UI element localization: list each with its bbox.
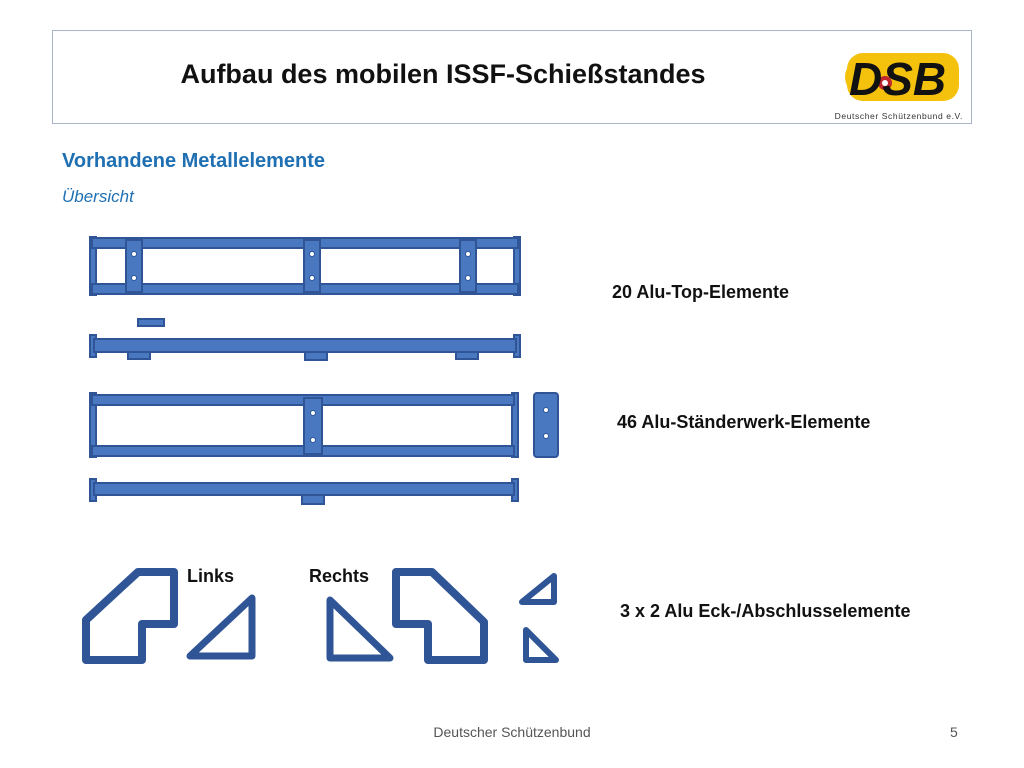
abschluss-small-bottom xyxy=(526,630,556,660)
logo-lettering: DSB xyxy=(849,53,947,105)
slide-title: Aufbau des mobilen ISSF-Schießstandes xyxy=(180,59,706,89)
alu-staender-end-piece xyxy=(534,393,558,457)
label-staender-elements: 46 Alu-Ständerwerk-Elemente xyxy=(617,412,871,432)
label-top-elements: 20 Alu-Top-Elemente xyxy=(612,282,790,302)
label-eck-elements: 3 x 2 Alu Eck-/Abschlusselemente xyxy=(620,601,911,621)
logo-subtitle: Deutscher Schützenbund e.V. xyxy=(834,111,963,121)
eck-links-large xyxy=(86,572,174,660)
section-title: Vorhandene Metallelemente xyxy=(62,150,326,172)
footer-text: Deutscher Schützenbund xyxy=(433,724,591,740)
eck-rechts-large xyxy=(396,572,484,660)
alu-top-frame xyxy=(90,237,520,295)
abschluss-small-top xyxy=(522,576,554,602)
small-bracket xyxy=(138,319,164,326)
label-rechts: Rechts xyxy=(309,566,370,586)
eck-links-triangle xyxy=(190,598,252,656)
page-number: 5 xyxy=(950,724,958,740)
label-links: Links xyxy=(187,566,235,586)
section-subtitle: Übersicht xyxy=(62,187,134,206)
eck-rechts-triangle xyxy=(330,600,390,658)
alu-staender-rail xyxy=(90,479,518,504)
alu-staender-frame xyxy=(90,393,518,457)
alu-top-rail xyxy=(90,335,520,360)
